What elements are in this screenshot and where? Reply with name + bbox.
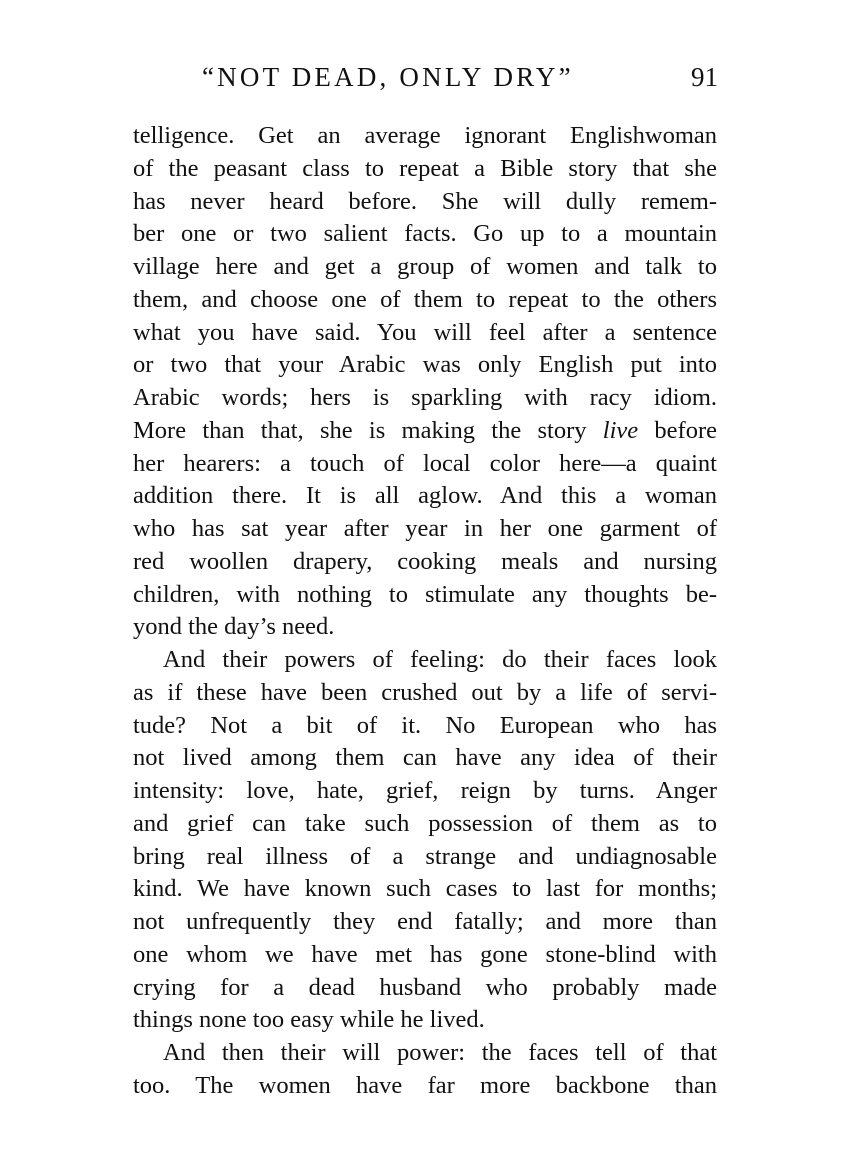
text-line: one whom we have met has gone stone-blind with	[133, 940, 717, 968]
text-line: intensity: love, hate, grief, reign by turns. Anger	[133, 777, 717, 804]
text-line: who has sat year after year in her one garment of	[133, 515, 717, 542]
paragraph	[133, 644, 717, 1037]
emphasis-text: live	[602, 416, 639, 444]
text-line: red woollen drapery, cooking meals and nursing	[133, 547, 717, 575]
text-line: ber one or two salient facts. Go up to a mountain	[133, 220, 717, 248]
text-line: too. The women have far more backbone than	[133, 1071, 717, 1099]
paragraph	[133, 120, 717, 644]
text-line: and grief can take such possession of them as to	[133, 809, 717, 837]
text-line: them, and choose one of them to repeat to the others	[133, 285, 717, 313]
text-line: Arabic words; hers is sparkling with racy idiom.	[133, 384, 717, 411]
text-line: tude? Not a bit of it. No European who has	[133, 711, 717, 739]
text-line: addition there. It is all aglow. And this a woman	[133, 482, 717, 510]
text-line: kind. We have known such cases to last for months;	[133, 875, 717, 903]
running-head	[132, 62, 718, 98]
text-line	[133, 415, 717, 448]
text-line: not lived among them can have any idea of their	[133, 744, 717, 772]
text-line: has never heard before. She will dully remem-	[133, 187, 717, 215]
text-line: of the peasant class to repeat a Bible story that she	[133, 154, 717, 182]
text-line: And their powers of feeling: do their faces look	[163, 646, 717, 673]
text-line: yond the day’s need.	[133, 613, 335, 641]
text-run: before	[638, 416, 718, 444]
text-line: crying for a dead husband who probably made	[133, 973, 717, 1001]
page-number: 91	[691, 62, 718, 92]
text-line: And then their will power: the faces tell of that	[163, 1039, 717, 1066]
body-text	[133, 120, 717, 1103]
text-line: her hearers: a touch of local color here—a quaint	[133, 449, 717, 477]
text-run: More than that, she is making the story	[133, 416, 603, 444]
text-line: bring real illness of a strange and undiagnosable	[133, 842, 717, 870]
text-line: things none too easy while he lived.	[133, 1006, 485, 1034]
text-line: or two that your Arabic was only English put into	[133, 351, 717, 379]
text-line: children, with nothing to stimulate any thoughts be-	[133, 580, 717, 608]
text-line: as if these have been crushed out by a life of servi-	[133, 678, 717, 706]
paragraph	[133, 1037, 717, 1103]
running-title: “NOT DEAD, ONLY DRY”	[202, 62, 574, 92]
text-line: village here and get a group of women and talk to	[133, 253, 717, 280]
text-line: telligence. Get an average ignorant Englishwoman	[133, 122, 717, 149]
text-line: what you have said. You will feel after a sentence	[133, 318, 717, 346]
text-line: not unfrequently they end fatally; and more than	[133, 908, 717, 935]
